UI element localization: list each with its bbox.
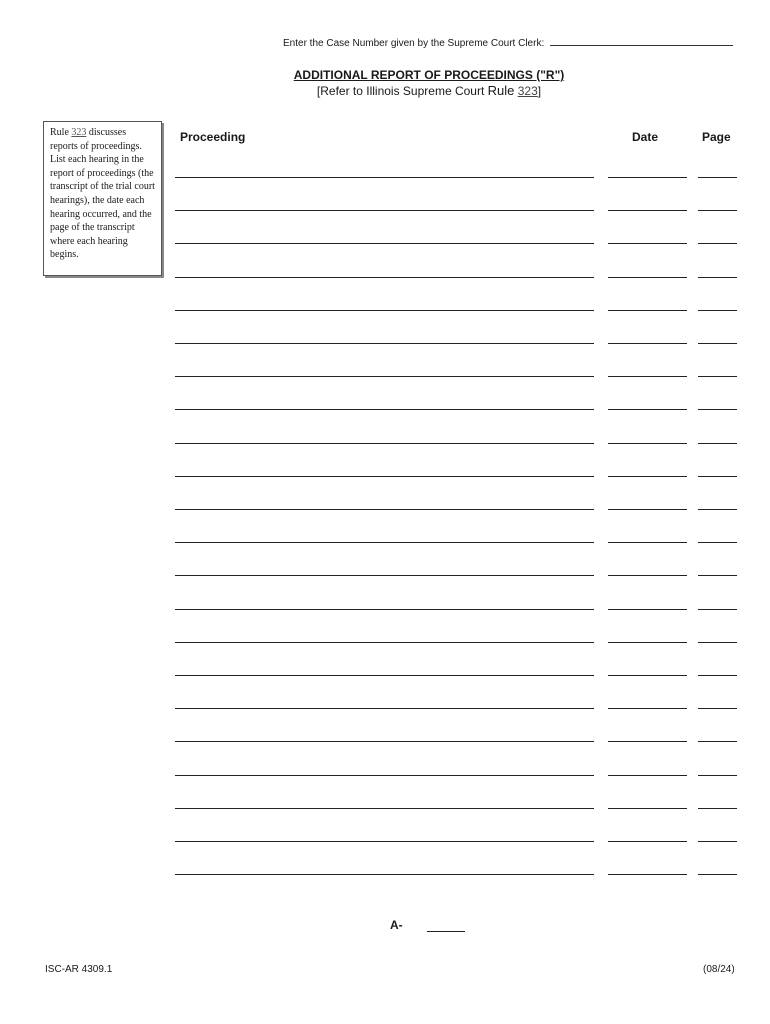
entry-row (0, 476, 770, 477)
proceeding-blank[interactable] (175, 542, 594, 543)
proceeding-blank[interactable] (175, 277, 594, 278)
page-blank[interactable] (698, 476, 737, 477)
proceeding-blank[interactable] (175, 177, 594, 178)
note-rule-323-link[interactable]: 323 (71, 127, 87, 138)
subtitle-prefix: [Refer to Illinois Supreme Court (316, 84, 488, 98)
rule-323-link[interactable]: 323 (517, 84, 538, 98)
page-column-header: Page (702, 130, 731, 144)
date-blank[interactable] (608, 443, 687, 444)
page-blank[interactable] (698, 642, 737, 643)
page-blank[interactable] (698, 443, 737, 444)
proceeding-blank[interactable] (175, 575, 594, 576)
date-blank[interactable] (608, 509, 687, 510)
entry-row (0, 443, 770, 444)
page-title: ADDITIONAL REPORT OF PROCEEDINGS ("R") (293, 68, 565, 82)
page-blank[interactable] (698, 243, 737, 244)
note-prefix: Rule (50, 127, 72, 138)
date-blank[interactable] (608, 808, 687, 809)
date-blank[interactable] (608, 476, 687, 477)
date-blank[interactable] (608, 409, 687, 410)
entry-row (0, 509, 770, 510)
entry-row (0, 243, 770, 244)
subtitle-suffix: ] (537, 84, 542, 98)
entry-row (0, 775, 770, 776)
entry-row (0, 675, 770, 676)
entry-row (0, 575, 770, 576)
page-blank[interactable] (698, 376, 737, 377)
page-blank[interactable] (698, 675, 737, 676)
date-blank[interactable] (608, 277, 687, 278)
proceeding-blank[interactable] (175, 310, 594, 311)
date-blank[interactable] (608, 874, 687, 875)
entry-row (0, 841, 770, 842)
entry-row (0, 542, 770, 543)
entry-row (0, 177, 770, 178)
entry-row (0, 708, 770, 709)
proceeding-blank[interactable] (175, 609, 594, 610)
page-blank[interactable] (698, 708, 737, 709)
entry-row (0, 210, 770, 211)
case-number-prompt: Enter the Case Number given by the Supreme Court Clerk: (283, 38, 545, 49)
date-blank[interactable] (608, 310, 687, 311)
proceeding-blank[interactable] (175, 808, 594, 809)
proceeding-blank[interactable] (175, 476, 594, 477)
proceeding-blank[interactable] (175, 708, 594, 709)
page-blank[interactable] (698, 343, 737, 344)
page-number-prefix: A- (390, 918, 403, 932)
subtitle-rule-word: Rule (487, 83, 515, 98)
proceeding-blank[interactable] (175, 243, 594, 244)
proceeding-blank[interactable] (175, 210, 594, 211)
page-blank[interactable] (698, 310, 737, 311)
date-blank[interactable] (608, 210, 687, 211)
page-blank[interactable] (698, 542, 737, 543)
proceeding-column-header: Proceeding (180, 130, 246, 144)
page-blank[interactable] (698, 741, 737, 742)
page-blank[interactable] (698, 210, 737, 211)
date-blank[interactable] (608, 542, 687, 543)
date-blank[interactable] (608, 675, 687, 676)
date-blank[interactable] (608, 775, 687, 776)
entry-row (0, 874, 770, 875)
date-column-header: Date (632, 130, 659, 144)
page-number-field[interactable] (427, 931, 465, 932)
page-blank[interactable] (698, 874, 737, 875)
proceeding-blank[interactable] (175, 343, 594, 344)
entry-row (0, 609, 770, 610)
entry-row (0, 409, 770, 410)
entry-row (0, 343, 770, 344)
date-blank[interactable] (608, 376, 687, 377)
proceeding-blank[interactable] (175, 874, 594, 875)
date-blank[interactable] (608, 177, 687, 178)
page-blank[interactable] (698, 775, 737, 776)
page-blank[interactable] (698, 841, 737, 842)
page-blank[interactable] (698, 277, 737, 278)
form-id: ISC-AR 4309.1 (45, 964, 113, 975)
proceeding-blank[interactable] (175, 509, 594, 510)
date-blank[interactable] (608, 575, 687, 576)
proceeding-blank[interactable] (175, 409, 594, 410)
entry-row (0, 808, 770, 809)
date-blank[interactable] (608, 642, 687, 643)
note-text: discusses reports of proceedings. List each hearing in the report of proceedings (the transcript of the trial court hearings), the date each hearing occurred, and the page of the transcript where each hearing begins. (50, 127, 155, 261)
proceeding-blank[interactable] (175, 841, 594, 842)
page-blank[interactable] (698, 808, 737, 809)
page-blank[interactable] (698, 177, 737, 178)
proceeding-blank[interactable] (175, 642, 594, 643)
entry-row (0, 741, 770, 742)
proceeding-blank[interactable] (175, 675, 594, 676)
entry-row (0, 642, 770, 643)
page-blank[interactable] (698, 409, 737, 410)
entry-row (0, 277, 770, 278)
entry-row (0, 310, 770, 311)
form-revision: (08/24) (703, 964, 735, 975)
page-blank[interactable] (698, 509, 737, 510)
date-blank[interactable] (608, 741, 687, 742)
proceeding-blank[interactable] (175, 443, 594, 444)
date-blank[interactable] (608, 343, 687, 344)
proceeding-blank[interactable] (175, 775, 594, 776)
page-blank[interactable] (698, 609, 737, 610)
entry-row (0, 376, 770, 377)
date-blank[interactable] (608, 708, 687, 709)
date-blank[interactable] (608, 841, 687, 842)
date-blank[interactable] (608, 609, 687, 610)
proceeding-blank[interactable] (175, 376, 594, 377)
proceeding-blank[interactable] (175, 741, 594, 742)
date-blank[interactable] (608, 243, 687, 244)
page-blank[interactable] (698, 575, 737, 576)
